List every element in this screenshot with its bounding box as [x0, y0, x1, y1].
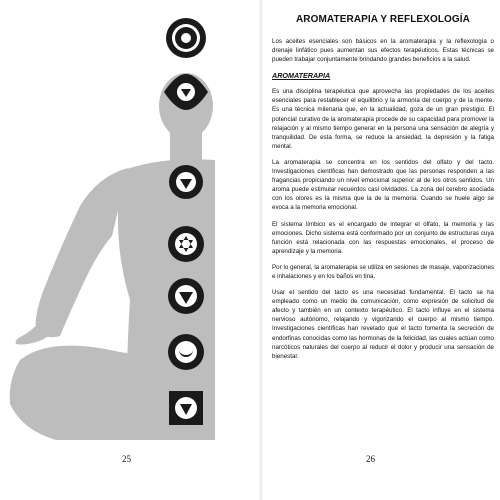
solar-plexus-chakra-icon — [168, 278, 204, 314]
meditating-figure-illustration — [0, 0, 262, 440]
left-page-number: 25 — [122, 454, 131, 464]
right-page — [262, 0, 500, 500]
right-page-number: 26 — [366, 454, 375, 464]
intro-paragraph: Los aceites esenciales son básicos en la aromaterapia y la reflexología o drenaje linfático pues aumentan sus efectos terapéuticos. Estas técnicas se pueden trabajar conjuntamente brindando grandes beneficios a la salud. — [272, 38, 494, 64]
sacral-chakra-icon — [168, 334, 204, 370]
throat-chakra-icon — [169, 165, 203, 199]
body-paragraph: Por lo general, la aromaterapia se utiliza en sesiones de masaje, vaporizaciones e inhalaciones y en los baños en tina. — [272, 263, 494, 280]
section-heading: AROMATERAPIA — [272, 71, 331, 81]
body-paragraph: Usar el sentido del tacto es una necesidad fundamental. El tacto se ha empleado como un medio de comunicación, como expresión de solicitud de afecto y también en un contexto terapéutico. El tacto influye en el sistema nervioso autónomo, relajando y vigorizando el cuerpo al mismo tiempo. Investigaciones científicas han revelado que el tacto fomenta la secreción de endorfinas conocidas como las hormonas de la felicidad, las cuales actúan como narcóticos naturales del cuerpo al reducir el dolor y producir una sensación de bienestar. — [272, 289, 494, 360]
root-chakra-icon — [169, 391, 203, 425]
heart-chakra-icon — [168, 226, 204, 262]
crown-chakra-icon — [166, 18, 206, 58]
body-paragraph: Es una disciplina terapéutica que aprovecha las propiedades de los aceites esenciales para restablecer el equilibrio y la armonía del cuerpo y de la mente. Es una técnica milenaria que, en la actualidad, goza de un gran prestigio. El potencial curativo de la aromaterapia procede de su capacidad para promover la relajación y al mismo tiempo generar en la persona una sensación de alegría y tranquilidad. De esta forma, se reduce la ansiedad, la depresión y la fatiga mental. — [272, 88, 494, 150]
body-paragraph: El sistema límbico es el encargado de integrar el olfato, la memoria y las emociones. Dicho sistema está conformado por un conjunto de estructuras cuya función está relacionada con las respuestas emocionales, el proceso de aprendizaje y la memoria. — [272, 220, 494, 255]
page-title: AROMATERAPIA Y REFLEXOLOGÍA — [295, 14, 470, 25]
right-page-text — [272, 14, 494, 368]
body-paragraph: La aromaterapia se concentra en los sentidos del olfato y del tacto. Investigaciones científicas han demostrado que las personas responden a las fragancias propiciando un nivel emocional superior al de los otros sentidos. Un aroma puede estimular recuerdos casi olvidados. La zona del cerebro asociada con los olores es la misma que la de la memoria. Cuando se huele algo se evoca a la memoria emocional. — [272, 158, 494, 212]
